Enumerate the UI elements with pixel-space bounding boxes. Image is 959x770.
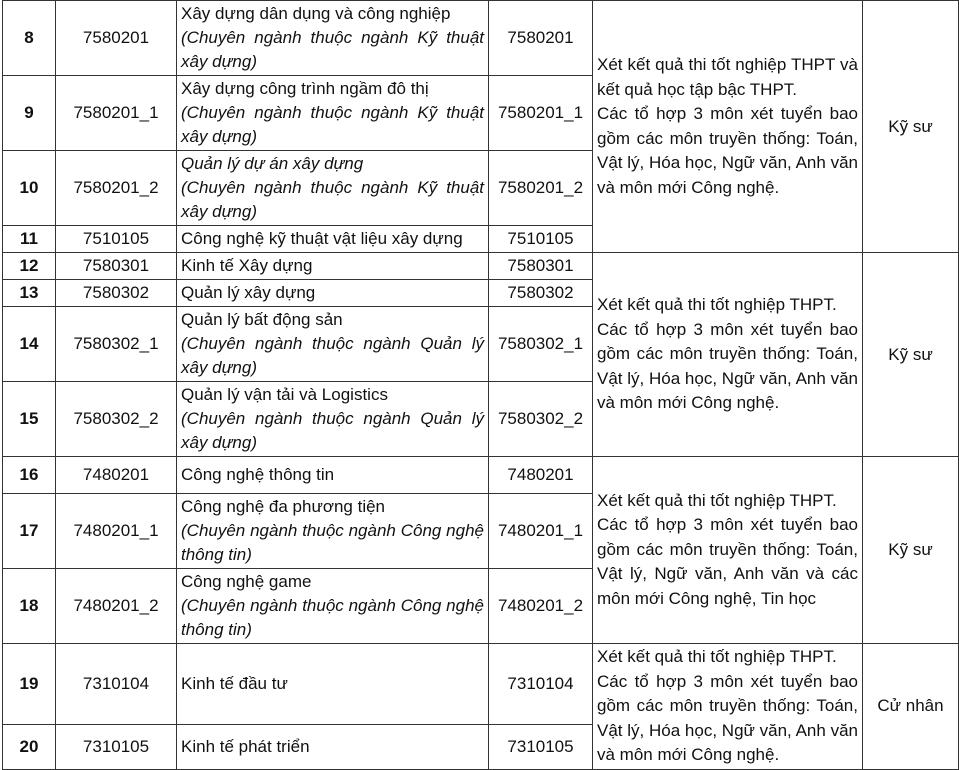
admission-criteria: Xét kết quả thi tốt nghiệp THPT và kết quả học tập bậc THPT. Các tổ hợp 3 môn xét tuyển bao gồm các môn truyền thống: Toán, Vật lý, Hóa học, Ngữ văn, Anh văn và môn mới Công nghệ.: [593, 1, 863, 253]
row-number: 13: [3, 280, 56, 307]
major-name-cell: [177, 151, 489, 226]
major-code: 7580302: [56, 280, 177, 307]
major-name: Công nghệ kỹ thuật vật liệu xây dựng: [177, 226, 489, 253]
major-name-cell: [177, 307, 489, 382]
row-number: 14: [3, 307, 56, 382]
admission-code: 7580201_2: [489, 151, 593, 226]
admission-code: 7580201_1: [489, 76, 593, 151]
major-note: (Chuyên ngành thuộc ngành Kỹ thuật xây dựng): [181, 178, 484, 221]
row-number: 17: [3, 494, 56, 569]
major-name-cell: [177, 76, 489, 151]
major-code: 7580201_1: [56, 76, 177, 151]
major-code: 7580302_2: [56, 382, 177, 457]
major-name: Công nghệ đa phương tiện: [181, 497, 386, 516]
major-name: Kinh tế Xây dựng: [177, 253, 489, 280]
major-name: Quản lý xây dựng: [177, 280, 489, 307]
major-name-cell: [177, 569, 489, 644]
admission-table: [2, 0, 959, 770]
major-name-cell: [177, 382, 489, 457]
major-code: 7310104: [56, 644, 177, 725]
degree-type: Kỹ sư: [863, 253, 959, 457]
admission-code: 7580302_2: [489, 382, 593, 457]
row-number: 19: [3, 644, 56, 725]
major-code: 7480201: [56, 457, 177, 494]
major-name: Quản lý bất động sản: [181, 310, 343, 329]
degree-type: Kỹ sư: [863, 457, 959, 644]
admission-code: 7580301: [489, 253, 593, 280]
major-code: 7310105: [56, 724, 177, 769]
major-name: Xây dựng dân dụng và công nghiệp: [181, 4, 451, 23]
row-number: 18: [3, 569, 56, 644]
row-number: 11: [3, 226, 56, 253]
major-name: Công nghệ game: [181, 572, 312, 591]
major-name: Kinh tế phát triển: [177, 724, 489, 769]
major-name: Xây dựng công trình ngầm đô thị: [181, 79, 429, 98]
major-code: 7580201: [56, 1, 177, 76]
major-name-cell: [177, 1, 489, 76]
admission-code: 7580302_1: [489, 307, 593, 382]
row-number: 12: [3, 253, 56, 280]
admission-code: 7480201: [489, 457, 593, 494]
admission-criteria: Xét kết quả thi tốt nghiệp THPT. Các tổ hợp 3 môn xét tuyển bao gồm các môn truyền thống: Toán, Vật lý, Ngữ văn, Anh văn và các môn mới Công nghệ, Tin học: [593, 457, 863, 644]
major-code: 7580201_2: [56, 151, 177, 226]
row-number: 20: [3, 724, 56, 769]
degree-type: Kỹ sư: [863, 1, 959, 253]
admission-code: 7480201_2: [489, 569, 593, 644]
major-name-cell: [177, 494, 489, 569]
row-number: 10: [3, 151, 56, 226]
admission-criteria: Xét kết quả thi tốt nghiệp THPT. Các tổ hợp 3 môn xét tuyển bao gồm các môn truyền thống: Toán, Vật lý, Hóa học, Ngữ văn, Anh văn và môn mới Công nghệ.: [593, 253, 863, 457]
major-code: 7580301: [56, 253, 177, 280]
admission-code: 7510105: [489, 226, 593, 253]
major-note: (Chuyên ngành thuộc ngành Kỹ thuật xây dựng): [181, 103, 484, 146]
row-number: 15: [3, 382, 56, 457]
major-name: Kinh tế đầu tư: [177, 644, 489, 725]
table-row: [3, 253, 959, 280]
major-note: (Chuyên ngành thuộc ngành Công nghệ thông tin): [181, 521, 484, 564]
row-number: 8: [3, 1, 56, 76]
admission-code: 7580201: [489, 1, 593, 76]
admission-code: 7480201_1: [489, 494, 593, 569]
major-name: Quản lý vận tải và Logistics: [181, 385, 388, 404]
major-code: 7480201_1: [56, 494, 177, 569]
admission-code: 7580302: [489, 280, 593, 307]
major-name: Công nghệ thông tin: [177, 457, 489, 494]
table-row: [3, 457, 959, 494]
table-row: [3, 644, 959, 725]
degree-type: Cử nhân: [863, 644, 959, 770]
major-note: (Chuyên ngành thuộc ngành Quản lý xây dựng): [181, 334, 484, 377]
admission-code: 7310105: [489, 724, 593, 769]
row-number: 16: [3, 457, 56, 494]
major-name: Quản lý dự án xây dựng: [181, 154, 364, 173]
major-note: (Chuyên ngành thuộc ngành Quản lý xây dựng): [181, 409, 484, 452]
table-row: [3, 1, 959, 76]
major-code: 7480201_2: [56, 569, 177, 644]
major-code: 7510105: [56, 226, 177, 253]
admission-code: 7310104: [489, 644, 593, 725]
admission-criteria: Xét kết quả thi tốt nghiệp THPT. Các tổ hợp 3 môn xét tuyển bao gồm các môn truyền thống: Toán, Vật lý, Hóa học, Ngữ văn, Anh văn và môn mới Công nghệ.: [593, 644, 863, 770]
major-note: (Chuyên ngành thuộc ngành Công nghệ thông tin): [181, 596, 484, 639]
major-note: (Chuyên ngành thuộc ngành Kỹ thuật xây dựng): [181, 28, 484, 71]
major-code: 7580302_1: [56, 307, 177, 382]
row-number: 9: [3, 76, 56, 151]
